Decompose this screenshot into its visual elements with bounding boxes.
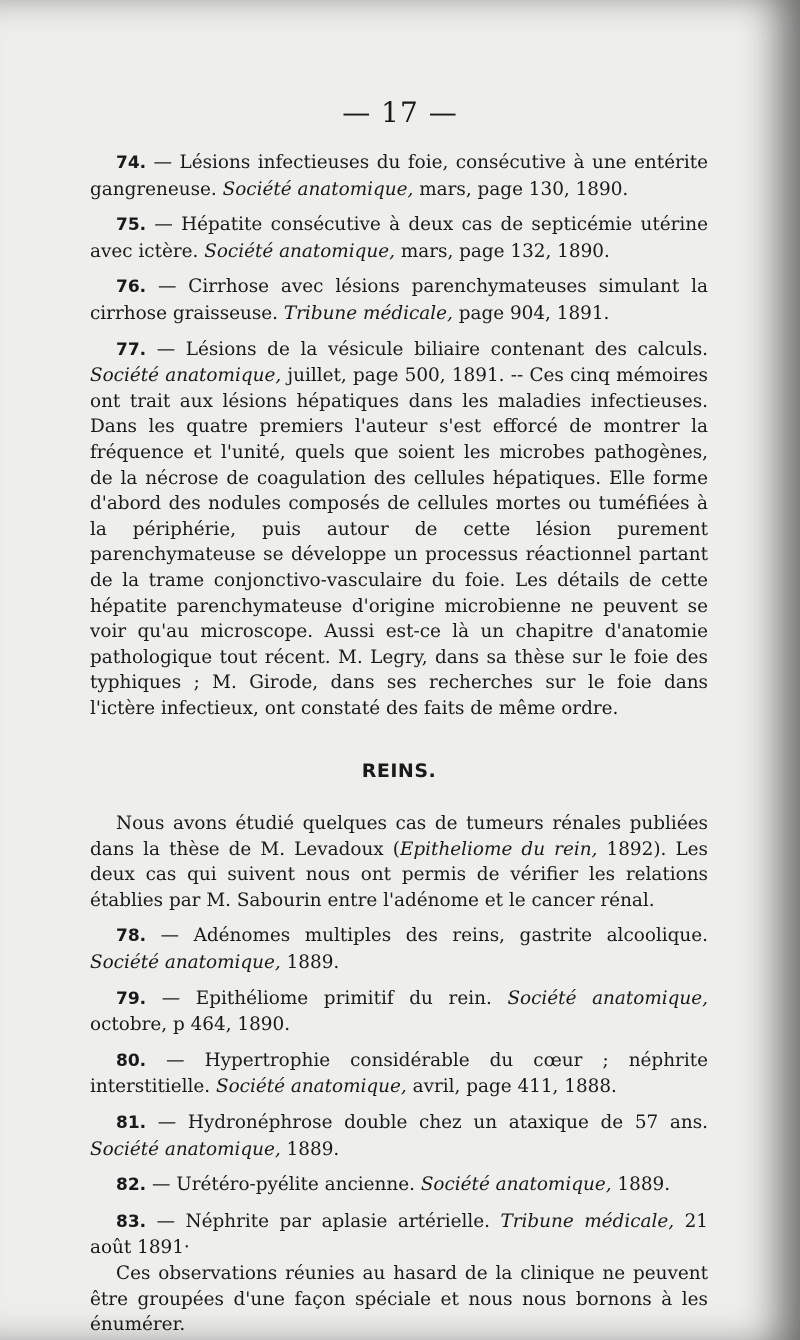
section-heading-reins: REINS.	[361, 760, 437, 783]
bibliography-entry-75	[90, 212, 708, 264]
intro-cited-work: Epitheliome du rein,	[399, 838, 598, 860]
intro-text-start: Nous avons étudié quelques cas de tumeurs rénales publiées dans la thèse de M. Levadoux (	[90, 813, 708, 860]
page-body	[90, 150, 708, 1338]
entry-text: — Néphrite par aplasie artérielle.	[146, 1210, 501, 1232]
entry-venue: Société anatomique,	[420, 1174, 612, 1196]
entry-number: 82.	[116, 1175, 147, 1196]
entry-details: 1889.	[611, 1174, 671, 1196]
entry-text: — Urétéro-pyélite ancienne.	[146, 1174, 421, 1196]
entry-text: — Hypertrophie considérable du cœur ; néphrite interstitielle.	[90, 1049, 708, 1098]
entry-number: 74.	[116, 153, 147, 173]
entry-details: 1889.	[280, 952, 340, 974]
closing-paragraph: Ces observations réunies au hasard de la clinique ne peuvent être groupées d'une façon spéciale et nous nous bornons à les énumérer.	[90, 1262, 708, 1336]
entry-venue: Société anatomique,	[90, 1138, 281, 1160]
entry-text: — Adénomes multiples des reins, gastrite alcoolique.	[146, 925, 708, 947]
entry-details: 1889.	[280, 1138, 340, 1160]
page-number: — 17 —	[342, 96, 458, 129]
entry-venue: Tribune médicale,	[283, 302, 453, 324]
entry-number: 76.	[116, 277, 147, 298]
entry-text: — Lésions de la vésicule biliaire contenant des calculs.	[146, 338, 708, 360]
bibliography-entry-74	[90, 150, 708, 202]
entry-venue: Société anatomique,	[90, 952, 281, 974]
entry-text: — Cirrhose avec lésions parenchymateuses simulant la cirrhose graisseuse.	[90, 276, 708, 324]
entry-venue: Tribune médicale,	[500, 1210, 675, 1232]
entry-details: octobre, p 464, 1890.	[90, 1014, 291, 1036]
entry-text: — Hépatite consécutive à deux cas de septicémie utérine avec ictère.	[90, 214, 708, 262]
entry-number: 75.	[116, 215, 147, 236]
entry-number: 83.	[116, 1211, 147, 1232]
bibliography-entry-79	[90, 986, 708, 1038]
entry-venue: Société anatomique,	[222, 178, 414, 200]
entry-number: 80.	[116, 1050, 147, 1071]
entry-number: 77.	[116, 339, 147, 360]
entry-text: — Lésions infectieuses du foie, consécutive à une entérite gangreneuse.	[90, 152, 708, 200]
bibliography-entry-78	[90, 923, 708, 975]
entry-details: page 904, 1891.	[452, 302, 610, 324]
entry-venue: Société anatomique,	[204, 240, 395, 262]
bibliography-entry-77	[90, 337, 708, 722]
bibliography-entry-83	[90, 1209, 708, 1261]
entry-venue: Société anatomique,	[90, 365, 282, 387]
entry-number: 78.	[116, 926, 147, 947]
entry-details: avril, page 411, 1888.	[406, 1076, 617, 1098]
entry-number: 79.	[116, 988, 147, 1009]
bibliography-entry-76	[90, 274, 708, 326]
entry-number: 81.	[116, 1113, 147, 1133]
entry-details: mars, page 130, 1890.	[413, 178, 629, 200]
entry-details: mars, page 132, 1890.	[394, 240, 610, 262]
bibliography-entry-81	[90, 1110, 708, 1162]
entry-venue: Société anatomique,	[507, 987, 708, 1009]
entry-details: juillet, page 500, 1891. -- Ces cinq mémoires ont trait aux lésions hépatiques dans les maladies infectieuses. Dans les quatre premiers l'auteur s'est efforcé de montrer la fréquence et l'unité, quels que soient les microbes pathogènes, de la nécrose de coagulation des cellules hépatiques. Elle forme d'abord des nodules composés de cellules mortes ou tuméfiées à la périphérie, puis autour de cette lésion purement parenchymateuse se développe un processus réactionnel partant de la trame conjonctivo-vasculaire du foie. Les détails de cette hépatite parenchymateuse d'origine microbienne ne peuvent se voir qu'au microscope. Aussi est-ce là un chapitre d'anatomie pathologique tout récent. M. Legry, dans sa thèse sur le foie des typhiques ; M. Girode, dans ses recherches sur le foie dans l'ictère infectieux, ont constaté des faits de même ordre.	[90, 365, 708, 719]
entry-text: — Hydronéphrose double chez un ataxique de 57 ans.	[146, 1112, 708, 1133]
bibliography-entry-82	[90, 1172, 708, 1199]
entry-text: — Epithéliome primitif du rein.	[146, 987, 508, 1009]
intro-text-end: 1892). Les deux cas qui suivent nous ont permis de vérifier les relations établies par M. Sabourin entre l'adénome et le cancer rénal.	[90, 838, 708, 911]
bibliography-entry-80	[90, 1048, 708, 1100]
section-intro	[90, 811, 708, 913]
entry-venue: Société anatomique,	[216, 1076, 407, 1098]
entry-details: 21 août 1891·	[90, 1210, 708, 1259]
